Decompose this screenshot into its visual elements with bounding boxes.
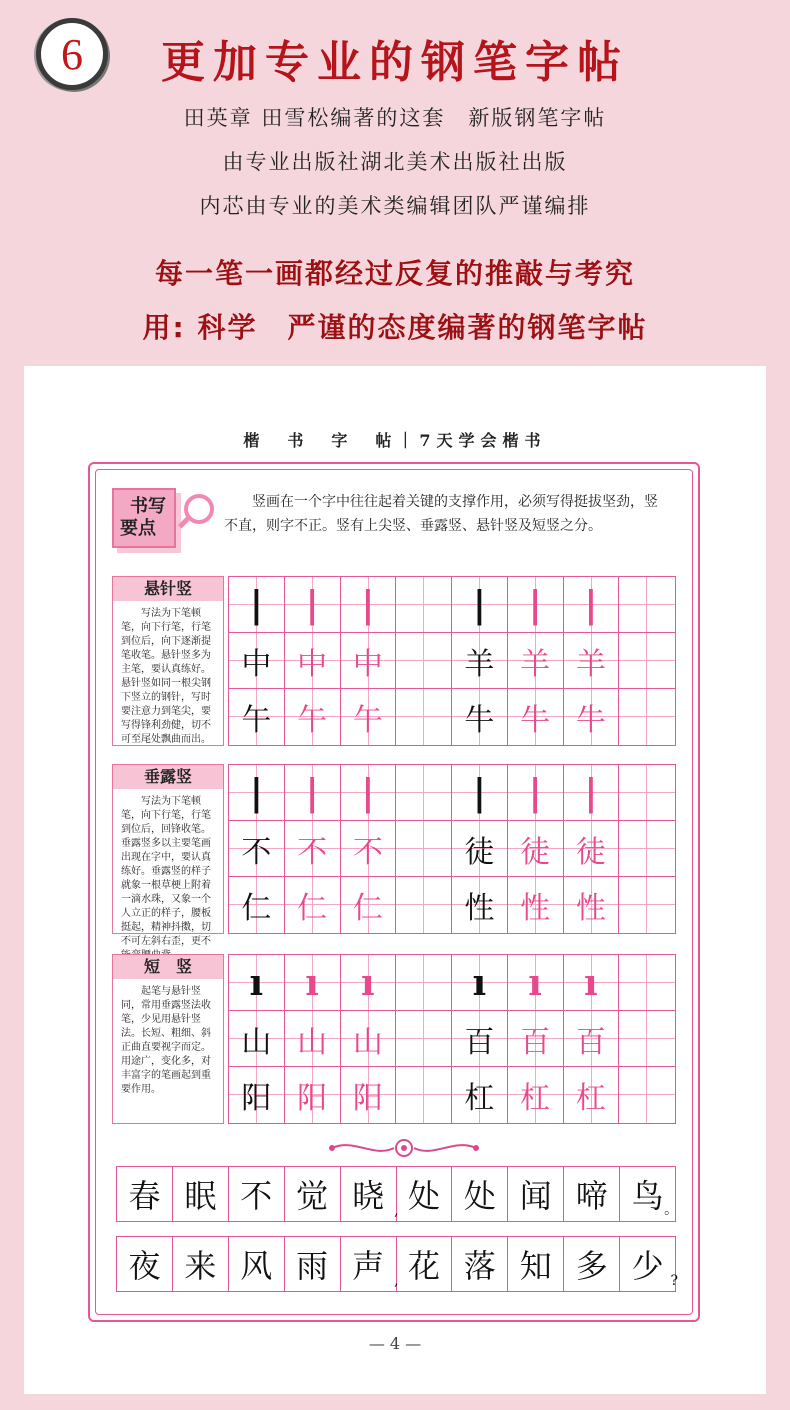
poem-cell [452, 1237, 508, 1291]
grid-cell-empty [619, 633, 675, 688]
poem-char: 声 [352, 1247, 385, 1285]
flourish-ornament-icon [324, 1134, 484, 1162]
poem-char: 多 [575, 1247, 608, 1285]
grid-cell-trace: 不 [341, 821, 397, 876]
grid-cell-model: 不 [229, 821, 285, 876]
grid-cell-empty [396, 821, 452, 876]
stroke-panel-chuilu [112, 764, 224, 947]
slogan-line-1: 每一笔一画都经过反复的推敲与考究 [154, 257, 635, 290]
stroke-panel-xuanzhen [112, 576, 224, 746]
grid-cell-trace: | [564, 577, 620, 632]
poem-cell [397, 1167, 453, 1221]
poem-cell [229, 1237, 285, 1291]
grid-cell-trace: 百 [564, 1011, 620, 1066]
writing-tips-badge [112, 488, 176, 548]
poem-char: 处 [407, 1177, 440, 1215]
grid-cell-model: 百 [452, 1011, 508, 1066]
copybook-page [24, 366, 766, 1394]
poem-char: 风 [240, 1247, 273, 1285]
poem-line-1 [116, 1166, 679, 1222]
grid-cell-trace: 牛 [564, 689, 620, 745]
poem-cell [173, 1167, 229, 1221]
grid-cell-empty [396, 1011, 452, 1066]
grid-cell-trace: | [564, 765, 620, 820]
section-number: 6 [61, 29, 83, 79]
grid-cell-model: 性 [452, 877, 508, 933]
grid-cell-model: 杠 [452, 1067, 508, 1123]
grid-cell-model: ı [452, 955, 508, 1010]
grid-cell-trace: 阳 [285, 1067, 341, 1123]
grid-row [229, 955, 675, 1011]
grid-cell-trace: 仁 [341, 877, 397, 933]
running-head: 楷 书 字 帖｜7天学会楷书 [243, 431, 547, 450]
poem-line-2 [116, 1236, 679, 1292]
poem-char: 处 [463, 1177, 496, 1215]
grid-cell-trace: 性 [564, 877, 620, 933]
poem-char: 落 [463, 1247, 496, 1285]
grid-cell-trace: 杠 [508, 1067, 564, 1123]
grid-cell-trace: ı [508, 955, 564, 1010]
stroke-title: 短 竖 [113, 955, 223, 979]
grid-cell-empty [619, 1011, 675, 1066]
grid-row [229, 689, 675, 745]
intro-line-1: 田英章 田雪松编著的这套 新版钢笔字帖 [183, 106, 607, 130]
poem-char: 来 [184, 1247, 217, 1285]
grid-cell-empty [619, 577, 675, 632]
poem-cell [117, 1237, 173, 1291]
poem-cell [341, 1167, 397, 1221]
grid-cell-trace: 山 [341, 1011, 397, 1066]
grid-cell-empty [619, 689, 675, 745]
poem-char: 知 [519, 1247, 552, 1285]
grid-cell-trace: 阳 [341, 1067, 397, 1123]
poem-char: 啼 [575, 1177, 608, 1215]
grid-row [229, 821, 675, 877]
grid-row [229, 633, 675, 689]
grid-row [229, 765, 675, 821]
grid-cell-trace: 百 [508, 1011, 564, 1066]
grid-cell-empty [396, 955, 452, 1010]
grid-cell-empty [619, 821, 675, 876]
grid-cell-empty [396, 577, 452, 632]
poem-char: 觉 [296, 1177, 329, 1215]
grid-cell-model: 中 [229, 633, 285, 688]
grid-cell-empty [619, 765, 675, 820]
stroke-title: 垂露竖 [113, 765, 223, 789]
grid-cell-trace: 徒 [564, 821, 620, 876]
practice-grid-3 [228, 954, 676, 1124]
intro-line-3: 内芯由专业的美术类编辑团队严谨编排 [199, 194, 591, 218]
stroke-description: 写法为下笔顿笔，向下行笔，行笔到位后，向下逐渐提笔收笔。悬针竖多为主笔，要认真练好。悬针竖如同一根尖钢下竖立的钢针，写时要注意力到笔尖，要写得锋利劲健，切不可至尾处飘曲而出。 [121, 608, 211, 745]
grid-cell-trace: 仁 [285, 877, 341, 933]
grid-cell-trace: | [341, 577, 397, 632]
grid-cell-model: | [229, 765, 285, 820]
poem-char: 不 [240, 1177, 273, 1215]
poem-cell [397, 1237, 453, 1291]
poem-punct: ? [670, 1273, 679, 1289]
poem-cell [564, 1167, 620, 1221]
grid-cell-model: 徒 [452, 821, 508, 876]
grid-cell-empty [396, 765, 452, 820]
poem-char: 夜 [128, 1247, 161, 1285]
grid-cell-model: 羊 [452, 633, 508, 688]
grid-cell-trace: ı [564, 955, 620, 1010]
page-headline: 更加专业的钢笔字帖 [161, 37, 629, 88]
grid-cell-trace: 徒 [508, 821, 564, 876]
stroke-description: 写法为下笔顿笔，向下行笔，行笔到位后，回锋收笔。垂露竖多以主要笔画出现在字中，要认真练好。垂露竖的样子就象一根草梗上附着一滴水珠，又象一个人立正的样子，腰板挺起，精神抖擞，切不可左斜右歪，更不 [121, 796, 211, 947]
stroke-description: 起笔与悬针竖同，常用垂露竖法收笔，少见用悬针竖法。长短、粗细、斜正曲直要视字而定。用途广，变化多，对丰富字的笔画起到重要作用。 [121, 986, 211, 1095]
poem-char: 眠 [184, 1177, 217, 1215]
poem-char: 鸟 [631, 1177, 664, 1215]
grid-cell-trace: 中 [341, 633, 397, 688]
poem-cell [508, 1167, 564, 1221]
poem-cell [285, 1237, 341, 1291]
grid-cell-model: | [229, 577, 285, 632]
poem-char: 闻 [519, 1177, 552, 1215]
grid-row [229, 1011, 675, 1067]
practice-grid-2 [228, 764, 676, 934]
grid-cell-trace: 午 [341, 689, 397, 745]
page-number: — 4 — [368, 1334, 422, 1353]
grid-cell-empty [619, 1067, 675, 1123]
grid-cell-model: 阳 [229, 1067, 285, 1123]
poem-cell [173, 1237, 229, 1291]
poem-cell [508, 1237, 564, 1291]
badge-line-1: 书写 [130, 496, 166, 517]
poem-char: 雨 [296, 1247, 329, 1285]
grid-cell-model: 午 [229, 689, 285, 745]
grid-row [229, 1067, 675, 1123]
practice-grid-1 [228, 576, 676, 746]
grid-cell-empty [396, 1067, 452, 1123]
poem-cell [341, 1237, 397, 1291]
grid-cell-trace: | [341, 765, 397, 820]
poem-cell [620, 1237, 679, 1291]
grid-cell-model: 仁 [229, 877, 285, 933]
grid-cell-trace: ı [285, 955, 341, 1010]
grid-row [229, 877, 675, 933]
grid-cell-trace: ı [341, 955, 397, 1010]
badge-line-2: 要点 [120, 518, 156, 539]
poem-cell [452, 1167, 508, 1221]
grid-cell-trace: 中 [285, 633, 341, 688]
grid-cell-model: 牛 [452, 689, 508, 745]
grid-cell-trace: | [285, 765, 341, 820]
poem-char: 少 [631, 1247, 664, 1285]
grid-cell-trace: 不 [285, 821, 341, 876]
stroke-title: 悬针竖 [113, 577, 223, 601]
grid-cell-empty [619, 955, 675, 1010]
poem-char: 晓 [352, 1177, 385, 1215]
grid-cell-trace: 羊 [508, 633, 564, 688]
slogan-line-2: 用: 科学 严谨的态度编著的钢笔字帖 [142, 311, 648, 344]
grid-cell-trace: | [285, 577, 341, 632]
writing-tips-text: 竖画在一个字中往往起着关键的支撑作用，必须写得挺拔坚劲，竖不直，则字不正。竖有上尖竖、垂露竖、悬针竖及短竖之分。 [224, 494, 658, 534]
poem-cell [117, 1167, 173, 1221]
poem-punct: , [394, 1203, 399, 1219]
grid-cell-trace: | [508, 577, 564, 632]
grid-cell-model: | [452, 577, 508, 632]
stroke-panel-duanshu [112, 954, 224, 1124]
poem-cell [285, 1167, 341, 1221]
grid-cell-empty [396, 689, 452, 745]
grid-cell-empty [619, 877, 675, 933]
grid-cell-trace: 山 [285, 1011, 341, 1066]
grid-cell-trace: 牛 [508, 689, 564, 745]
grid-cell-trace: 性 [508, 877, 564, 933]
grid-cell-empty [396, 633, 452, 688]
poem-cell [229, 1167, 285, 1221]
grid-cell-empty [396, 877, 452, 933]
grid-cell-trace: 午 [285, 689, 341, 745]
magnifier-icon [184, 494, 214, 524]
grid-cell-model: | [452, 765, 508, 820]
grid-cell-model: 山 [229, 1011, 285, 1066]
grid-row [229, 577, 675, 633]
grid-cell-model: ı [229, 955, 285, 1010]
poem-cell [564, 1237, 620, 1291]
grid-cell-trace: 羊 [564, 633, 620, 688]
poem-punct: , [394, 1273, 399, 1289]
poem-char: 花 [407, 1247, 440, 1285]
poem-char: 春 [128, 1177, 161, 1215]
grid-cell-trace: 杠 [564, 1067, 620, 1123]
intro-line-2: 由专业出版社湖北美术出版社出版 [222, 150, 568, 174]
poem-punct: 。 [664, 1202, 679, 1218]
grid-cell-trace: | [508, 765, 564, 820]
poem-cell [620, 1167, 679, 1221]
